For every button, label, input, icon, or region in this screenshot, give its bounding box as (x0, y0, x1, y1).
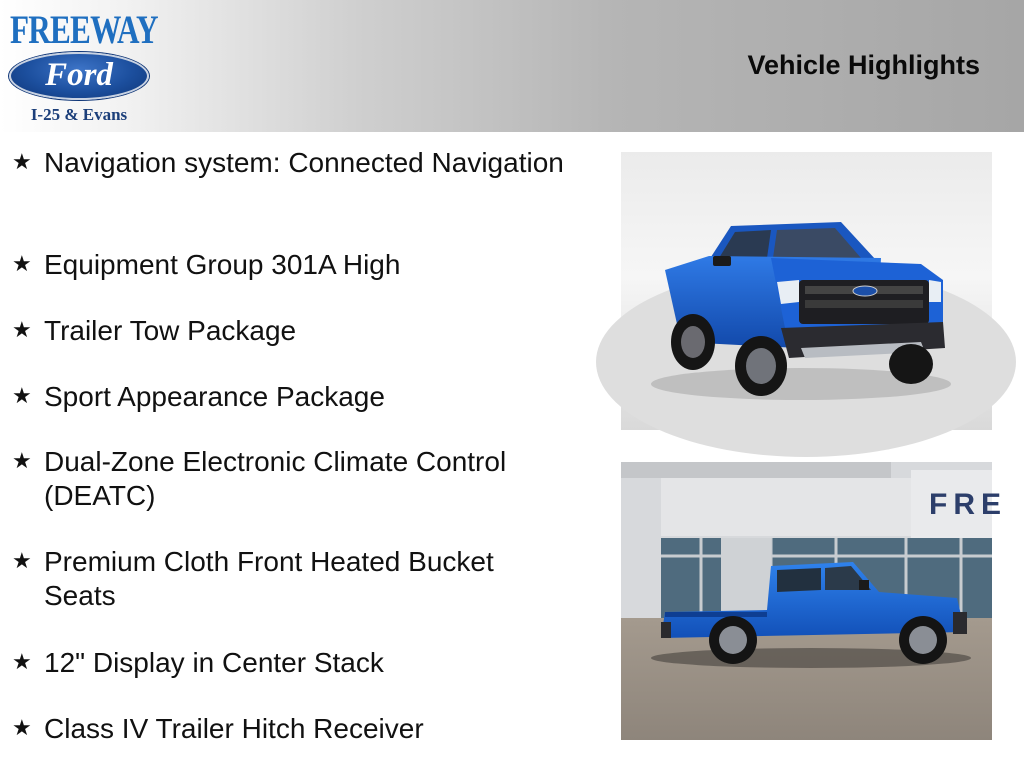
feature-item (12, 146, 564, 180)
page-title: Vehicle Highlights (747, 50, 980, 80)
feature-text: Trailer Tow Package (44, 315, 297, 346)
feature-item (12, 380, 564, 414)
feature-text: Dual-Zone Electronic Climate Control (DEATC) (44, 446, 507, 511)
star-icon: ★ (12, 251, 32, 276)
logo-location-text: I-25 & Evans (30, 105, 128, 124)
star-icon: ★ (12, 448, 32, 473)
star-icon: ★ (12, 383, 32, 408)
header-banner (0, 0, 1024, 132)
feature-text: Premium Cloth Front Heated Bucket Seats (44, 546, 494, 611)
logo-ford-script: Ford (45, 56, 113, 93)
feature-item (12, 646, 564, 680)
feature-item (12, 712, 564, 746)
star-icon: ★ (12, 149, 32, 174)
feature-item (12, 248, 564, 282)
logo-brand-text: FREEWAY (10, 7, 158, 52)
star-icon: ★ (12, 548, 32, 573)
ford-oval-icon (9, 52, 149, 100)
dealer-logo[interactable] (6, 4, 158, 128)
feature-text: Equipment Group 301A High (44, 249, 401, 280)
star-icon: ★ (12, 649, 32, 674)
feature-text: Class IV Trailer Hitch Receiver (44, 713, 424, 744)
truck-side-profile-photo[interactable] (621, 462, 1007, 740)
feature-item (12, 445, 564, 513)
dealership-sign-text: FRE (929, 488, 1007, 521)
star-icon: ★ (12, 715, 32, 740)
truck-front-three-quarter-photo[interactable] (621, 152, 992, 430)
feature-text: 12" Display in Center Stack (44, 647, 384, 678)
feature-text: Navigation system: Connected Navigation (44, 147, 564, 178)
feature-text: Sport Appearance Package (44, 381, 385, 412)
star-icon: ★ (12, 317, 32, 342)
feature-item (12, 545, 564, 613)
feature-item (12, 314, 564, 348)
